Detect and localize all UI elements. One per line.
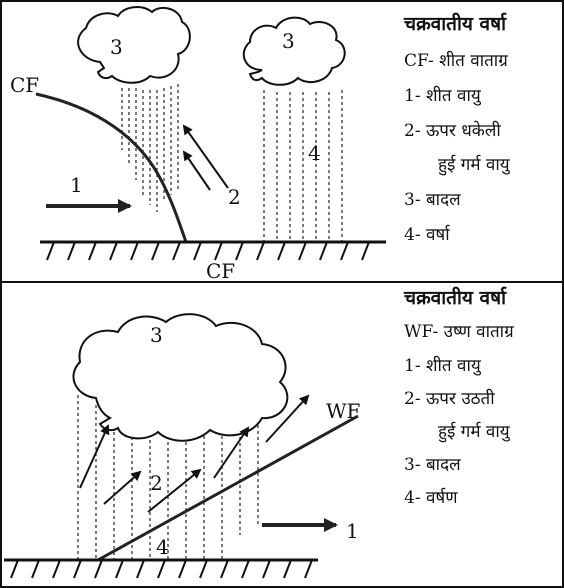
legend-item: हुई गर्म वायु [438,155,510,175]
cold-air-label: 1 [70,173,83,197]
warm-air-arrow [104,472,140,504]
front-code: CF- शीत वाताग्र [404,51,508,71]
ground-hatching [47,242,369,260]
legend-item: 1- शीत वायु [404,86,481,106]
legend-item: 2- ऊपर धकेली [404,121,501,141]
cloud-label: 3 [150,323,163,347]
legend-item: 3- बादल [404,190,461,210]
warm-air-label: 2 [228,185,241,209]
legend-item: 4- वर्षा [404,225,450,245]
cloud-left [78,7,190,83]
rain-streaks-right [264,90,342,242]
warm-front-label: WF [326,399,361,423]
cold-front-panel [10,7,511,283]
legend-item: 2- ऊपर उठती [404,389,495,409]
warm-air-arrow [80,426,108,488]
warm-air-label: 2 [150,471,163,495]
panel-heading: चक्रवातीय वर्षा [404,13,506,35]
warm-air-arrow [184,126,228,188]
cold-front-label: CF [10,73,40,97]
cold-air-label: 1 [346,519,359,543]
legend-warm-front [403,286,514,508]
panel-heading: चक्रवातीय वर्षा [404,287,506,309]
front-code: WF- उष्ण वाताग्र [404,322,514,342]
legend-item: 4- वर्षण [404,488,458,508]
cloud-label: 3 [110,35,123,59]
legend-item: 1- शीत वायु [404,356,481,376]
rain-streaks-left [122,84,178,212]
rain-label: 4 [156,535,169,559]
warm-front-panel [4,286,514,578]
cloud [73,314,287,441]
ground-hatching [11,560,312,578]
legend-item: हुई गर्म वायु [438,422,510,442]
legend-cold-front [403,12,511,245]
cold-front-ground-label: CF [206,259,236,283]
legend-item: 3- बादल [404,455,461,475]
cloud-label: 3 [282,29,295,53]
rain-label: 4 [308,141,321,165]
